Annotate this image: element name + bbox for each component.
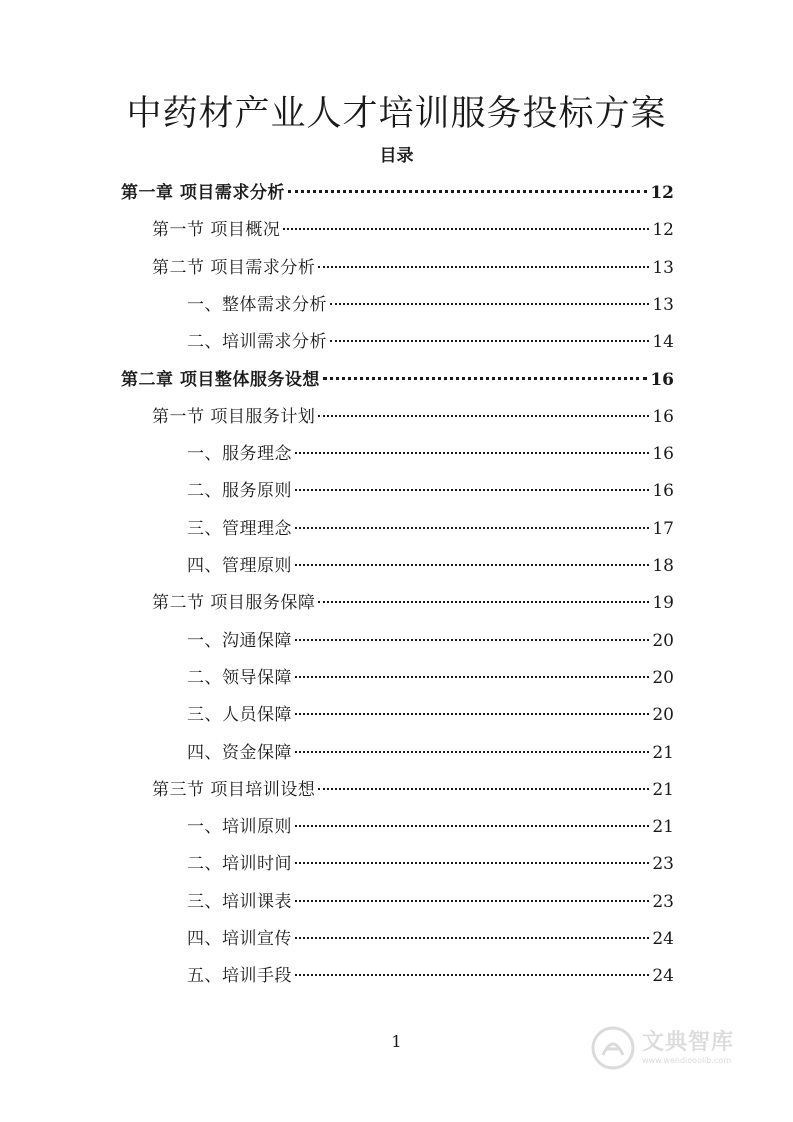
toc-entry-page: 16: [652, 481, 674, 501]
toc-entry[interactable]: [121, 365, 674, 395]
toc-heading: 目录: [379, 146, 414, 166]
toc-dot-leader: [295, 862, 649, 864]
toc-dot-leader: [288, 190, 647, 193]
toc-dot-leader: [318, 266, 649, 268]
toc-entry-label: 第一节 项目服务计划: [152, 407, 316, 427]
toc-entry-page: 16: [652, 444, 674, 464]
toc-entry-page: 16: [652, 407, 674, 427]
toc-entry-label: 一、沟通保障: [187, 631, 292, 651]
toc-entry[interactable]: [187, 812, 674, 842]
watermark-brand: 文典智库: [642, 1030, 735, 1055]
toc-entry-label: 二、培训时间: [187, 854, 292, 874]
toc-entry[interactable]: [152, 775, 674, 805]
toc-entry-label: 四、管理原则: [187, 556, 292, 576]
toc-entry-page: 13: [652, 258, 674, 278]
toc-entry-label: 一、服务理念: [187, 444, 292, 464]
toc-entry-label: 第三节 项目培训设想: [152, 780, 316, 800]
toc-entry-label: 四、培训宣传: [187, 929, 292, 949]
toc-entry-page: 20: [652, 705, 674, 725]
toc-entry-page: 17: [652, 519, 674, 539]
toc-entry-page: 12: [650, 183, 674, 203]
toc-entry[interactable]: [187, 476, 674, 506]
toc-dot-leader: [295, 900, 649, 902]
watermark-logo-icon: [590, 1025, 636, 1071]
toc-entry-page: 13: [652, 295, 674, 315]
toc-entry[interactable]: [187, 700, 674, 730]
toc-entry[interactable]: [187, 961, 674, 991]
toc-entry-label: 第一章 项目需求分析: [121, 183, 285, 203]
page-title: 中药材产业人才培训服务投标方案: [126, 94, 667, 134]
toc-dot-leader: [295, 751, 649, 753]
toc-entry-page: 24: [652, 966, 674, 986]
toc-dot-leader: [318, 415, 649, 417]
toc-entry-page: 23: [652, 892, 674, 912]
toc-entry-label: 第二节 项目服务保障: [152, 593, 316, 613]
toc-dot-leader: [295, 489, 649, 491]
toc-entry[interactable]: [187, 327, 674, 357]
toc-dot-leader: [318, 601, 649, 603]
toc-entry-page: 21: [652, 780, 674, 800]
toc-dot-leader: [295, 937, 649, 939]
toc-entry-label: 二、培训需求分析: [187, 332, 327, 352]
toc-dot-leader: [318, 788, 649, 790]
toc-entry[interactable]: [152, 215, 674, 245]
toc-entry-label: 一、培训原则: [187, 817, 292, 837]
toc-entry-page: 18: [652, 556, 674, 576]
toc-entry-label: 五、培训手段: [187, 966, 292, 986]
toc-entry-label: 第二节 项目需求分析: [152, 258, 316, 278]
toc-entry[interactable]: [152, 588, 674, 618]
toc-entry[interactable]: [187, 924, 674, 954]
toc-dot-leader: [330, 340, 649, 342]
toc-entry-page: 24: [652, 929, 674, 949]
toc-entry-page: 19: [652, 593, 674, 613]
toc-entry-label: 第二章 项目整体服务设想: [121, 370, 320, 390]
toc-entry-page: 23: [652, 854, 674, 874]
toc-entry-label: 一、整体需求分析: [187, 295, 327, 315]
toc-entry-page: 14: [652, 332, 674, 352]
toc-entry[interactable]: [187, 514, 674, 544]
toc-entry[interactable]: [187, 887, 674, 917]
toc-entry-label: 三、培训课表: [187, 892, 292, 912]
toc-dot-leader: [295, 564, 649, 566]
page-number: 1: [391, 1032, 402, 1051]
toc-entry[interactable]: [121, 178, 674, 208]
toc-entry[interactable]: [187, 551, 674, 581]
toc-entry-label: 二、服务原则: [187, 481, 292, 501]
toc-dot-leader: [295, 639, 649, 641]
toc-dot-leader: [295, 974, 649, 976]
toc-entry-page: 16: [650, 370, 674, 390]
toc-dot-leader: [295, 713, 649, 715]
toc-dot-leader: [295, 825, 649, 827]
toc-dot-leader: [295, 676, 649, 678]
toc-entry-page: 20: [652, 631, 674, 651]
toc-entry-page: 21: [652, 743, 674, 763]
toc-dot-leader: [295, 452, 649, 454]
toc-entry[interactable]: [187, 738, 674, 768]
toc-dot-leader: [323, 377, 647, 380]
watermark: [590, 1018, 780, 1078]
toc-entry-label: 四、资金保障: [187, 743, 292, 763]
toc-entry-page: 20: [652, 668, 674, 688]
toc-entry[interactable]: [187, 439, 674, 469]
toc-dot-leader: [283, 228, 649, 230]
toc-entry[interactable]: [187, 849, 674, 879]
toc-entry-label: 第一节 项目概况: [152, 220, 281, 240]
toc-entry[interactable]: [152, 253, 674, 283]
toc-entry-page: 21: [652, 817, 674, 837]
toc-entry-label: 三、管理理念: [187, 519, 292, 539]
toc-entry[interactable]: [187, 290, 674, 320]
toc-entry-page: 12: [652, 220, 674, 240]
toc-dot-leader: [295, 527, 649, 529]
toc-entry-label: 三、人员保障: [187, 705, 292, 725]
toc-entry[interactable]: [152, 402, 674, 432]
toc-dot-leader: [330, 303, 649, 305]
toc-entry[interactable]: [187, 663, 674, 693]
watermark-url: www.wendiooolib.com: [642, 1056, 732, 1065]
toc-entry[interactable]: [187, 626, 674, 656]
toc-entry-label: 二、领导保障: [187, 668, 292, 688]
